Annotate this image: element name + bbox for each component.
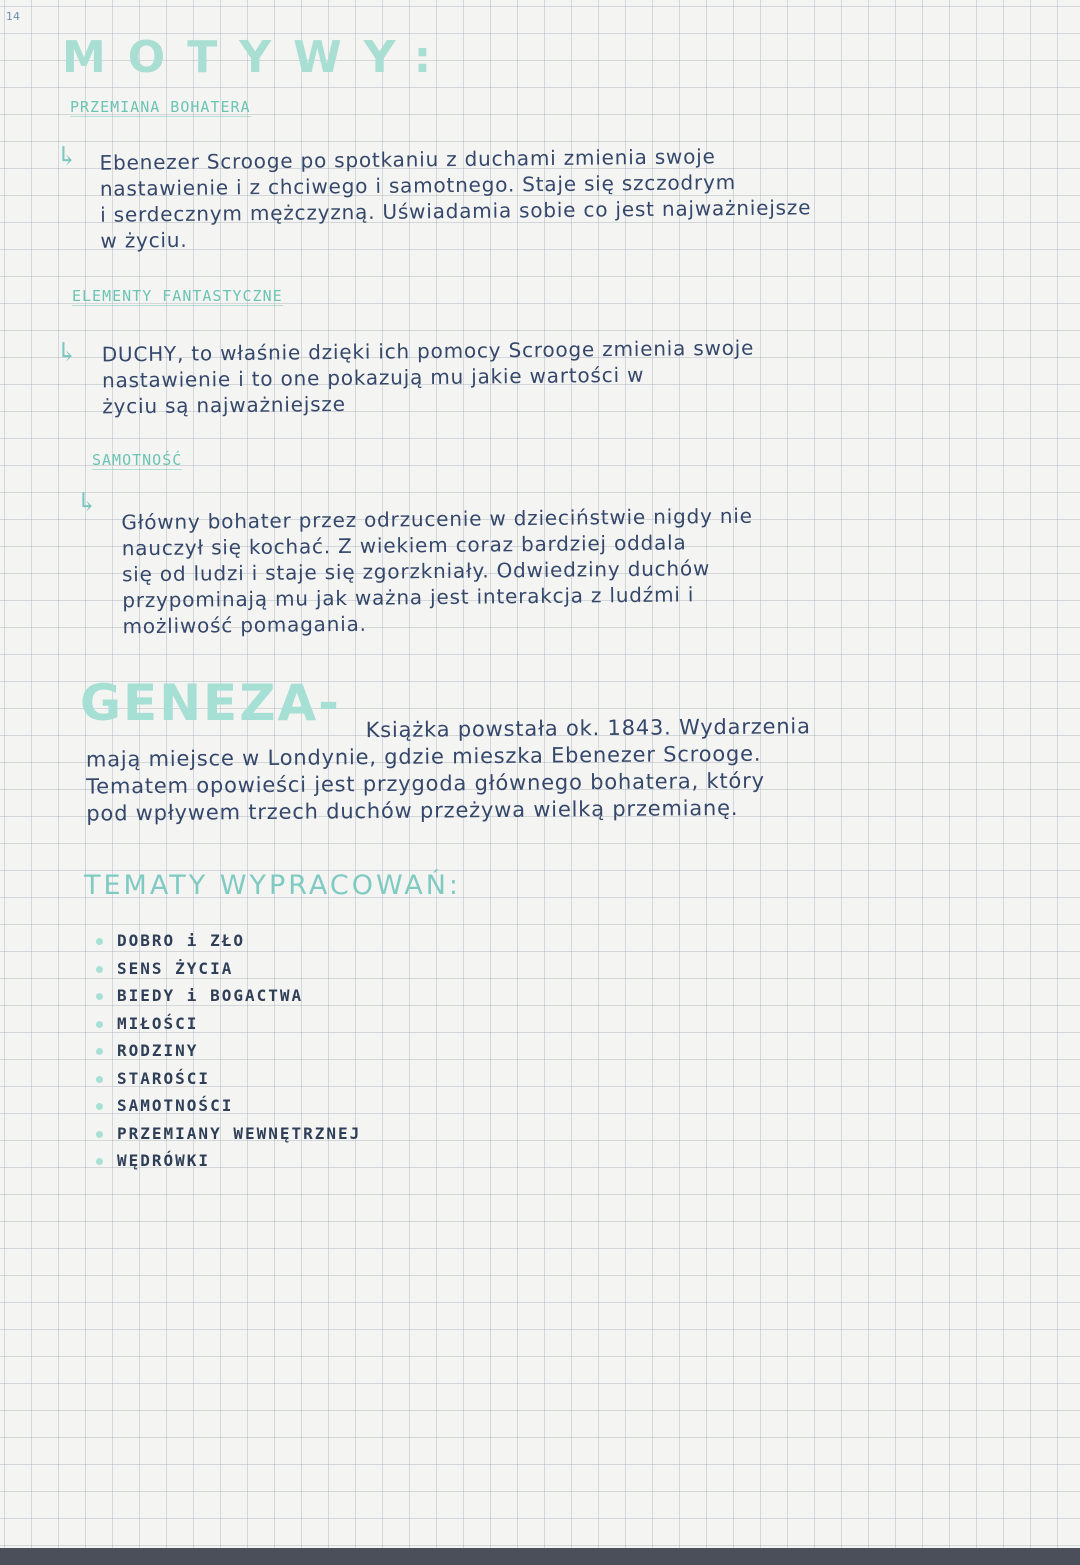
list-item: SENS ŻYCIA: [96, 956, 361, 984]
section-heading-fantastyczne: ELEMENTY FANTASTYCZNE: [72, 287, 283, 305]
page-title: MOTYWY:: [62, 32, 454, 83]
list-item: WĘDRÓWKI: [96, 1148, 361, 1176]
geneza-heading: GENEZA-: [80, 674, 341, 732]
text-line: Główny bohater przez odrzucenie w dzieciństwie nigdy nie: [121, 503, 753, 535]
text-line: się od ludzi i staje się zgorzkniały. Odwiedziny duchów: [121, 556, 711, 587]
section-heading-przemiana: PRZEMIANA BOHATERA: [70, 98, 251, 116]
text-line: nastawienie i to one pokazują mu jakie wartości w: [101, 362, 645, 393]
text-line: w życiu.: [100, 227, 188, 253]
curved-arrow-icon: ↳: [56, 142, 78, 172]
text-line: życiu są najważniejsze: [102, 391, 346, 419]
bullet-dot-icon: [96, 1048, 103, 1055]
bullet-dot-icon: [96, 1158, 103, 1165]
section-heading-samotnosc: SAMOTNOŚĆ: [92, 451, 183, 469]
text-line: mają miejsce w Londynie, gdzie mieszka Ebenezer Scrooge.: [85, 741, 762, 772]
list-item: DOBRO i ZŁO: [96, 928, 361, 956]
list-item: RODZINY: [96, 1038, 361, 1066]
text-line: Książka powstała ok. 1843. Wydarzenia: [365, 714, 811, 743]
text-line: pod wpływem trzech duchów przeżywa wielką przemianę.: [86, 795, 739, 826]
list-item: PRZEMIANY WEWNĘTRZNEJ: [96, 1121, 361, 1149]
bullet-dot-icon: [96, 1103, 103, 1110]
bullet-dot-icon: [96, 1076, 103, 1083]
text-line: nastawienie i z chciwego i samotnego. Staje się szczodrym: [99, 170, 737, 201]
text-line: możliwość pomagania.: [122, 611, 367, 639]
page-number: 14: [6, 10, 20, 23]
section-text-samotnosc: [121, 503, 754, 640]
bullet-dot-icon: [96, 938, 103, 945]
text-line: nauczył się kochać. Z wiekiem coraz bardziej oddala: [121, 530, 687, 561]
tematy-list: [96, 928, 361, 1176]
bullet-dot-icon: [96, 1131, 103, 1138]
section-text-fantastyczne: [102, 335, 755, 420]
bullet-dot-icon: [96, 966, 103, 973]
text-line: Tematem opowieści jest przygoda głównego bohatera, który: [86, 768, 765, 799]
list-item: SAMOTNOŚCI: [96, 1093, 361, 1121]
text-line: i serdecznym mężczyzną. Uświadamia sobie co jest najważniejsze: [100, 195, 812, 227]
section-text-przemiana: [99, 142, 811, 253]
list-item: MIŁOŚCI: [96, 1011, 361, 1039]
tematy-heading: TEMATY WYPRACOWAŃ:: [84, 870, 462, 901]
text-line: DUCHY, to właśnie dzięki ich pomocy Scrooge zmienia swoje: [101, 335, 755, 367]
text-line: Ebenezer Scrooge po spotkaniu z duchami zmienia swoje: [99, 144, 716, 175]
curved-arrow-icon: ↳: [56, 338, 78, 368]
curved-arrow-icon: ↳: [76, 488, 98, 518]
text-line: przypominają mu jak ważna jest interakcja z ludźmi i: [122, 582, 695, 613]
bullet-dot-icon: [96, 1021, 103, 1028]
list-item: BIEDY i BOGACTWA: [96, 983, 361, 1011]
bullet-dot-icon: [96, 993, 103, 1000]
list-item: STAROŚCI: [96, 1066, 361, 1094]
geneza-text: [86, 712, 907, 827]
